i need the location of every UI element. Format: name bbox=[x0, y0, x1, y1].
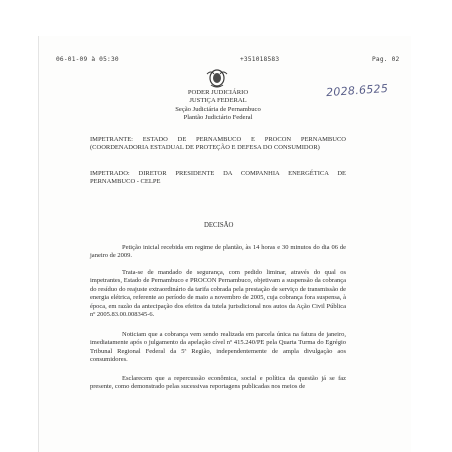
coat-of-arms-icon bbox=[205, 68, 229, 88]
handwritten-annotation: 2028.6525 bbox=[325, 81, 389, 100]
impetrado-paragraph: IMPETRADO: DIRETOR PRESIDENTE DA COMPANHIA ENERGÉTICA DE PERNAMBUCO - CELPE bbox=[90, 170, 346, 186]
section-title: DECISÃO bbox=[204, 222, 234, 229]
fax-timestamp: 06-01-09 à 05:30 bbox=[56, 56, 119, 63]
body-paragraph-4: Esclarecem que a repercussão econômica, social e política da questão já se faz presente, como demonstrado pelas sucessivas reportagens publicadas nos meios de bbox=[90, 375, 346, 391]
body-paragraph-1: Petição inicial recebida em regime de plantão, às 14 horas e 30 minutos do dia 06 de janeiro de 2009. bbox=[90, 244, 346, 260]
letterhead-line-3: Seção Judiciária de Pernambuco bbox=[175, 106, 261, 113]
letterhead-line-2: JUSTIÇA FEDERAL bbox=[189, 97, 247, 104]
body-paragraph-3: Noticiam que a cobrança vem sendo realizada em parcela única na fatura de janeiro, imediatamente após o julgamento da apelação cível nº 415.240/PE pela Quarta Turma do Egrégio Tribunal Regional Federal da 5ª Região, independentemente de ampla divulgação aos consumidores. bbox=[90, 331, 346, 364]
body-paragraph-2: Trata-se de mandado de segurança, com pedido liminar, através do qual os impetrantes, Estado de Pernambuco e PROCON Pernambuco, objetivam a suspensão da cobrança do resíduo do reajuste extraordinário da tarifa cobrada pela prestação de serviço de transmissão de energia elétrica, referente ao período de maio a novembro de 2005, cuja cobrança fora suspensa, à época, em razão da antecipação dos efeitos da tutela jurisdicional nos autos da Ação Civil Pública nº 2005.83.00.008345-6. bbox=[90, 269, 346, 319]
fax-number: +351018583 bbox=[240, 56, 280, 63]
page-number: Pag. 02 bbox=[372, 56, 400, 63]
letterhead-line-4: Plantão Judiciário Federal bbox=[183, 114, 253, 121]
letterhead-line-1: PODER JUDICIÁRIO bbox=[187, 89, 249, 96]
impetrante-paragraph: IMPETRANTE: ESTADO DE PERNAMBUCO E PROCON PERNAMBUCO (COORDENADORIA ESTADUAL DE PROTEÇÃO E DEFESA DO CONSUMIDOR) bbox=[90, 136, 346, 152]
